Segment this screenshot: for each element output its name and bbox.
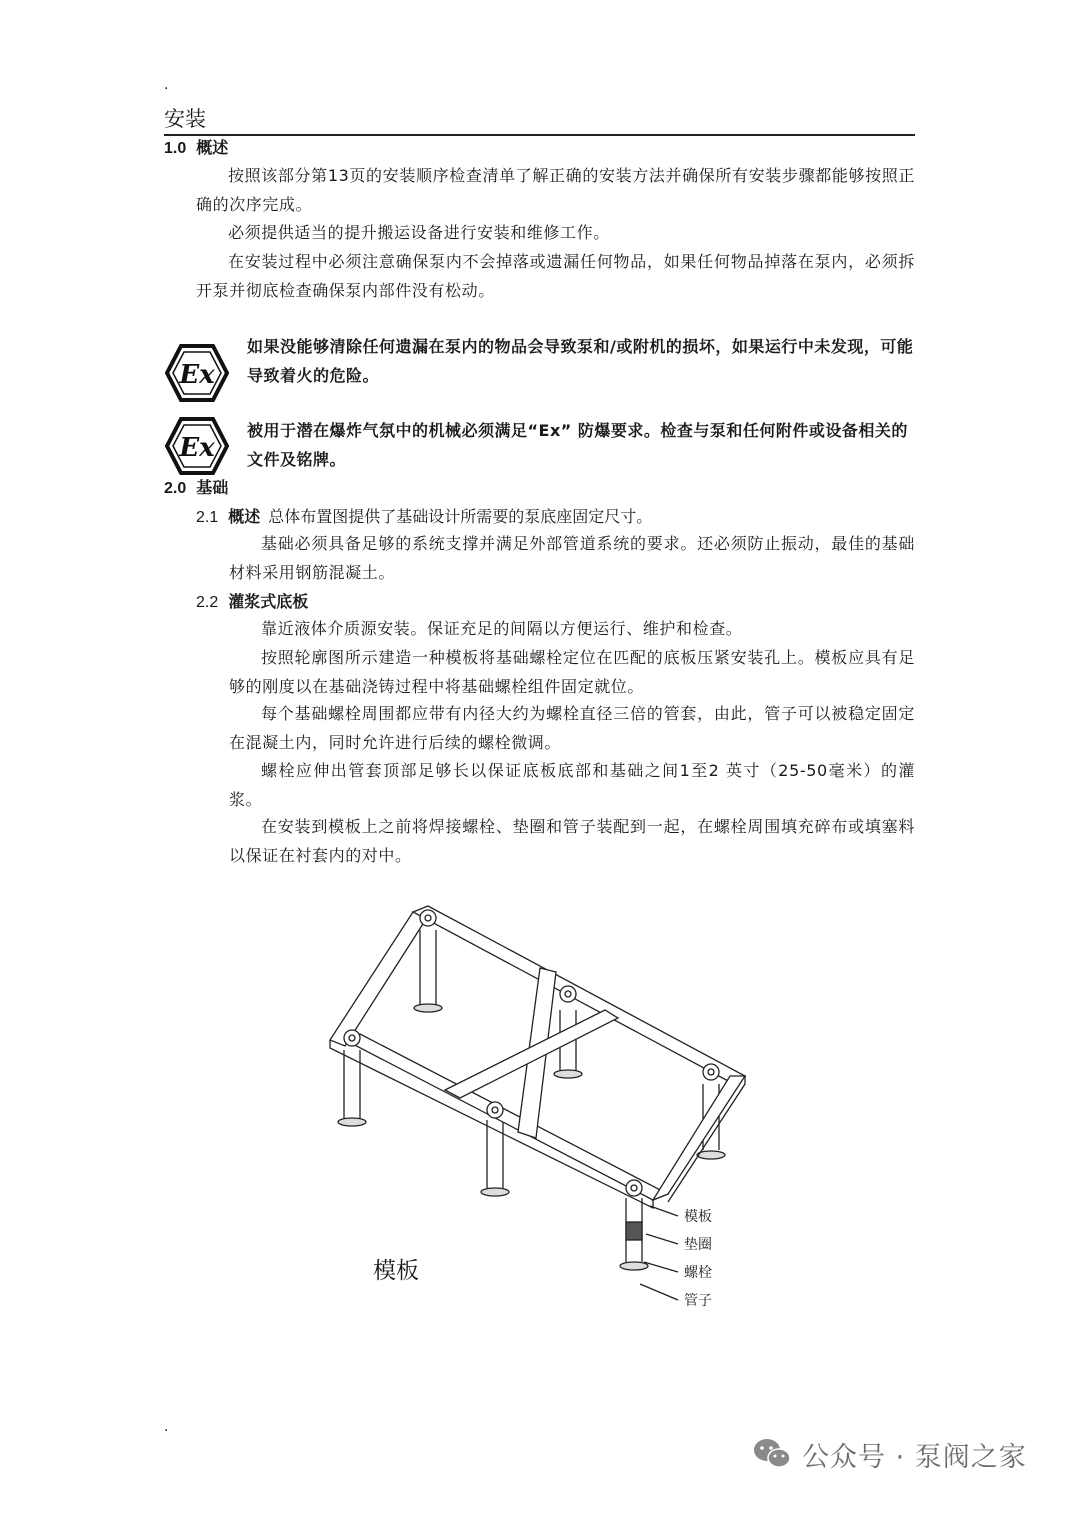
section-heading-2 (164, 476, 228, 501)
paragraph: 按照轮廓图所示建造一种模板将基础螺栓定位在匹配的底板压紧安装孔上。模板应具有足够的刚度以在基础浇铸过程中将基础螺栓组件固定就位。 (229, 648, 915, 696)
section-heading-1 (164, 136, 228, 161)
warning-text: 如果没能够清除任何遗漏在泵内的物品会导致泵和/或附机的损坏，如果运行中未发现，可能导致着火的危险。 (247, 337, 914, 385)
page-dot-bottom: · (164, 1423, 169, 1439)
watermark (752, 1434, 1027, 1474)
section-title: 概述 (196, 138, 229, 157)
paragraph: 基础必须具备足够的系统支撑并满足外部管道系统的要求。还必须防止振动，最佳的基础材料采用钢筋混凝土。 (229, 534, 915, 582)
paragraph: 螺栓应伸出管套顶部足够长以保证底板底部和基础之间1至2 英寸（25-50毫米）的灌浆。 (229, 761, 915, 809)
subsection-title: 概述 (228, 507, 261, 526)
figure-label: 模板 (373, 1258, 419, 1284)
paragraph: 靠近液体介质源安装。保证充足的间隔以方便运行、维护和检查。 (261, 619, 743, 638)
callout-label: 模板 (684, 1209, 712, 1225)
subsection-number: 2.2 (196, 594, 219, 611)
subsection-2-2 (196, 588, 316, 617)
subsection-number: 2.1 (196, 509, 219, 526)
ex-atex-icon (165, 416, 229, 476)
page-dot-top: · (164, 81, 169, 97)
pipe-post (481, 1120, 509, 1196)
subsection-2-1 (196, 503, 915, 532)
paragraph: 必须提供适当的提升搬运设备进行安装和维修工作。 (228, 223, 610, 242)
callout-label: 垫圈 (684, 1237, 712, 1253)
callout-label: 螺栓 (684, 1265, 712, 1281)
wechat-icon (752, 1437, 792, 1471)
section-number: 1.0 (164, 140, 187, 157)
watermark-text: 公众号 · 泵阀之家 (802, 1441, 1027, 1473)
section-title: 基础 (196, 478, 229, 497)
paragraph: 按照该部分第13页的安装顺序检查清单了解正确的安装方法并确保所有安装步骤都能够按照正确的次序完成。 (196, 166, 915, 214)
warning-text: 被用于潜在爆炸气氛中的机械必须满足“Ex” 防爆要求。检查与泵和任何附件或设备相关的文件及铭牌。 (247, 421, 908, 469)
paragraph: 在安装过程中必须注意确保泵内不会掉落或遗漏任何物品，如果任何物品掉落在泵内，必须拆开泵并彻底检查确保泵内部件没有松动。 (196, 252, 915, 300)
pipe-post (620, 1198, 648, 1270)
svg-text:Ex: Ex (179, 433, 215, 463)
ex-atex-icon (165, 343, 229, 403)
subsection-title: 灌浆式底板 (228, 592, 309, 611)
subsection-lead: 总体布置图提供了基础设计所需要的泵底座固定尺寸。 (268, 507, 653, 526)
page-title: 安装 (164, 104, 915, 136)
svg-text:Ex: Ex (179, 360, 215, 390)
section-number: 2.0 (164, 480, 187, 497)
paragraph: 每个基础螺栓周围都应带有内径大约为螺栓直径三倍的管套，由此，管子可以被稳定固定在混凝土内，同时允许进行后续的螺栓微调。 (229, 704, 915, 752)
pipe-post (414, 930, 442, 1012)
paragraph: 在安装到模板上之前将焊接螺栓、垫圈和管子装配到一起，在螺栓周围填充碎布或填塞料以保证在衬套内的对中。 (229, 817, 915, 865)
pipe-post (338, 1050, 366, 1126)
callout-label: 管子 (684, 1293, 712, 1309)
